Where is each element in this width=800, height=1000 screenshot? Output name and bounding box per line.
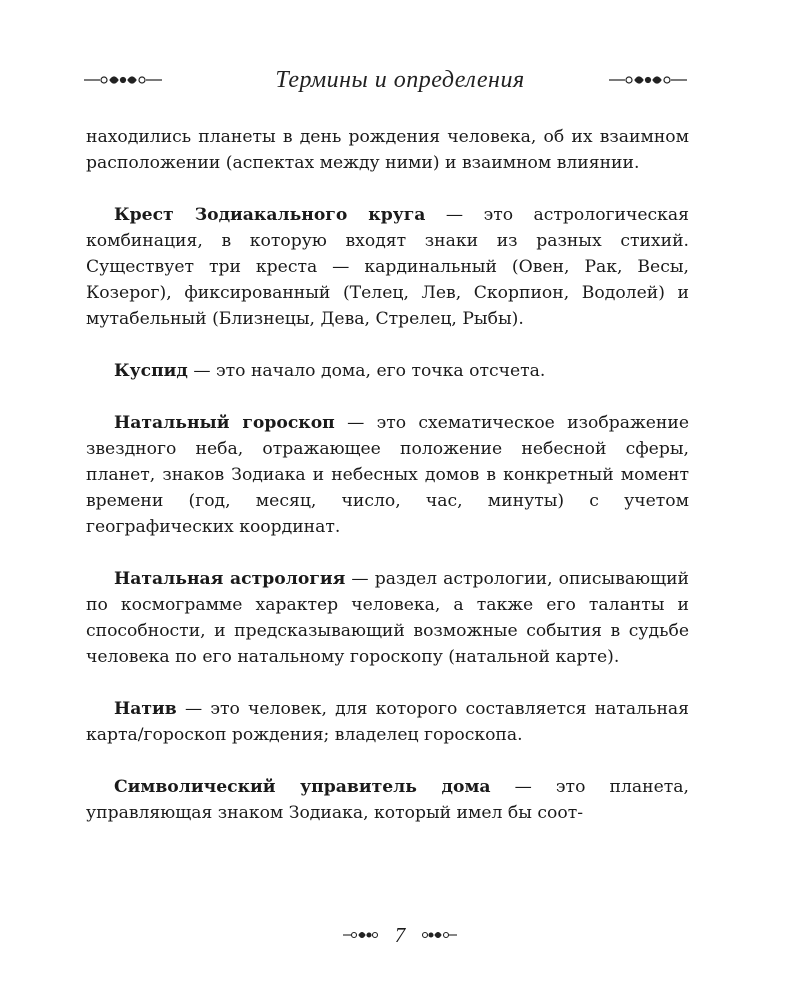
running-title: Термины и определения (275, 67, 525, 93)
glossary-entry-natal-astrology (86, 566, 689, 670)
glossary-term: Символический управитель дома (114, 777, 491, 797)
glossary-definition: — это планета, управляющая знаком Зодиака, который имел бы соот- (86, 777, 689, 823)
glossary-definition: — это схематическое изображение звездного неба, отражающее положение небесной сферы, планет, знаков Зодиака и небесных домов в конкретный момент времени (год, месяц, число, час, минуты) с учетом географических координат. (86, 413, 690, 537)
glossary-body (86, 124, 689, 826)
glossary-term: Натив (114, 699, 177, 719)
glossary-term: Крест Зодиакального круга (114, 205, 426, 225)
footer-right-ornament-icon (418, 928, 458, 942)
glossary-definition: — раздел астрологии, описывающий по космограмме характер человека, а также его таланты и способности, и предсказывающий возможные события в судьбе человека по его натальному гороскопу (натальной карте). (86, 569, 690, 667)
glossary-definition: — это начало дома, его точка отсчета. (187, 361, 546, 381)
glossary-entry-cusp (86, 358, 689, 384)
glossary-definition: — это астрологическая комбинация, в которую входят знаки из разных стихий. Существует три креста — кардинальный (Овен, Рак, Весы, Козерог), фиксированный (Телец, Лев, Скорпион, Водолей) и мутабельный (Близнецы, Дева, Стрелец, Рыбы). (86, 205, 689, 329)
glossary-term: Натальный гороскоп (114, 413, 335, 433)
glossary-entry-zodiac-cross (86, 202, 689, 332)
page-number: 7 (394, 923, 406, 947)
right-ornament-icon (607, 70, 689, 90)
glossary-entry-natal-horoscope (86, 410, 689, 540)
glossary-definition: — это человек, для которого составляется натальная карта/гороскоп рождения; владелец гороскопа. (86, 699, 689, 745)
glossary-entry-native (86, 696, 689, 748)
paragraph-text: находились планеты в день рождения человека, об их взаимном расположении (аспектах между ними) и взаимном влиянии. (86, 127, 689, 173)
page-footer (330, 922, 470, 948)
glossary-term: Натальная астрология (114, 569, 346, 589)
glossary-entry-symbolic-ruler (86, 774, 689, 826)
left-ornament-icon (82, 70, 164, 90)
page-header (0, 64, 800, 96)
glossary-term: Куспид (114, 361, 188, 381)
footer-left-ornament-icon (342, 928, 382, 942)
paragraph-continuation (86, 124, 689, 176)
